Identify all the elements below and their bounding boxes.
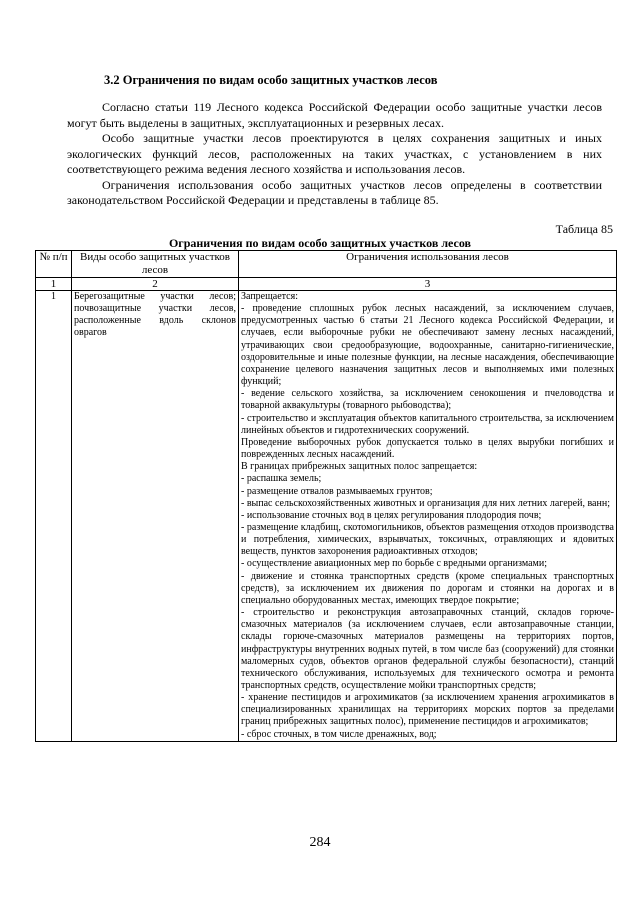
restrictions-cell: [239, 291, 617, 742]
column-number: 3: [239, 278, 617, 291]
restriction-line: - ведение сельского хозяйства, за исключением сенокошения и пчеловодства и товарной аквакультуры (товарного рыбоводства);: [241, 388, 614, 412]
column-header-number: № п/п: [36, 251, 72, 278]
page-number: 284: [309, 835, 331, 850]
table-row: [36, 291, 617, 742]
restriction-line: - строительство и эксплуатация объектов капитального строительства, за исключением линейных объектов и гидротехнических сооружений.: [241, 412, 614, 436]
column-number: 1: [36, 278, 72, 291]
paragraph: Особо защитные участки лесов проектируются в целях сохранения защитных и иных экологических функций лесов, расположенных на таких участках, с установлением в них соответствующего режима ведения лесного хозяйства и использования лесов.: [67, 131, 602, 176]
section-heading: 3.2 Ограничения по видам особо защитных участков лесов: [104, 73, 438, 87]
restriction-line: В границах прибрежных защитных полос запрещается:: [241, 461, 478, 473]
restriction-line: - осуществление авиационных мер по борьбе с вредными организмами;: [241, 558, 547, 570]
restriction-line: - строительство и реконструкция автозаправочных станций, складов горюче-смазочных материалов (за исключением случаев, если автозаправочные станции, склады горюче-смазочных материалов размещены на территориях портов, инфраструктуры внутренних водных путей, в том числе баз (сооружений) для стоянки маломерных судов, объектов органов федеральной службы безопасности), станций технического обслуживания, используемых для технического осмотра и ремонта транспортных средств, осуществление мойки транспортных средств;: [241, 607, 614, 691]
restriction-line: - размещение отвалов размываемых грунтов;: [241, 485, 433, 497]
restriction-line: - распашка земель;: [241, 473, 322, 485]
restriction-line: - выпас сельскохозяйственных животных и организация для них летних лагерей, ванн;: [241, 497, 610, 509]
restriction-line: - размещение кладбищ, скотомогильников, объектов размещения отходов производства и потребления, химических, взрывчатых, токсичных, отравляющих и ядовитых веществ, пунктов захоронения радиоактивных отходов;: [241, 521, 614, 558]
restriction-line: Запрещается:: [241, 291, 298, 302]
column-number: 2: [72, 278, 239, 291]
table-header-row: [36, 251, 617, 278]
area-type-cell: Берегозащитные участки лесов; почвозащитные участки лесов, расположенные вдоль склонов оврагов: [72, 291, 239, 742]
column-header-type: Виды особо защитных участков лесов: [72, 251, 239, 278]
restriction-line: Проведение выборочных рубок допускается только в целях вырубки погибших и поврежденных лесных насаждений.: [241, 436, 614, 461]
paragraph: Согласно статьи 119 Лесного кодекса Российской Федерации особо защитные участки лесов могут быть выделены в защитных, эксплуатационных и резервных лесах.: [67, 100, 602, 130]
restriction-line: - хранение пестицидов и агрохимикатов (за исключением хранения агрохимикатов в специализированных хранилищах на территориях морских портов за пределами границ прибрежных защитных полос), применение пестицидов и агрохимикатов;: [241, 692, 614, 728]
restriction-line: - движение и стоянка транспортных средств (кроме специальных транспортных средств), за исключением их движения по дорогам и стоянки на дорогах и в специально оборудованных местах, имеющих твердое покрытие;: [241, 570, 614, 606]
restriction-line: - использование сточных вод в целях регулирования плодородия почв;: [241, 509, 542, 521]
intro-text: [67, 100, 602, 209]
restriction-line: - проведение сплошных рубок лесных насаждений, за исключением случаев, предусмотренных частью 6 статьи 21 Лесного кодекса Российской Федерации, и случаев, если выборочные рубки не обеспечивают замену лесных насаждений, утрачивающих свои средообразующие, водоохранные, санитарно-гигиенические, оздоровительные и иные полезные функции, на лесные насаждения, обеспечивающие сохранение целевого назначения защитных лесов и выполняемых ими полезных функций;: [241, 303, 614, 388]
table-title: Ограничения по видам особо защитных участков лесов: [168, 236, 472, 250]
paragraph: Ограничения использования особо защитных участков лесов определены в соответствии законодательством Российской Федерации и представлены в таблице 85.: [67, 177, 602, 207]
restriction-line: - сброс сточных, в том числе дренажных, вод;: [241, 728, 437, 740]
row-number: 1: [36, 291, 72, 742]
table-caption: Таблица 85: [555, 222, 613, 236]
column-header-restrictions: Ограничения использования лесов: [239, 251, 617, 278]
restrictions-table: [35, 250, 617, 742]
column-numbers-row: [36, 278, 617, 291]
